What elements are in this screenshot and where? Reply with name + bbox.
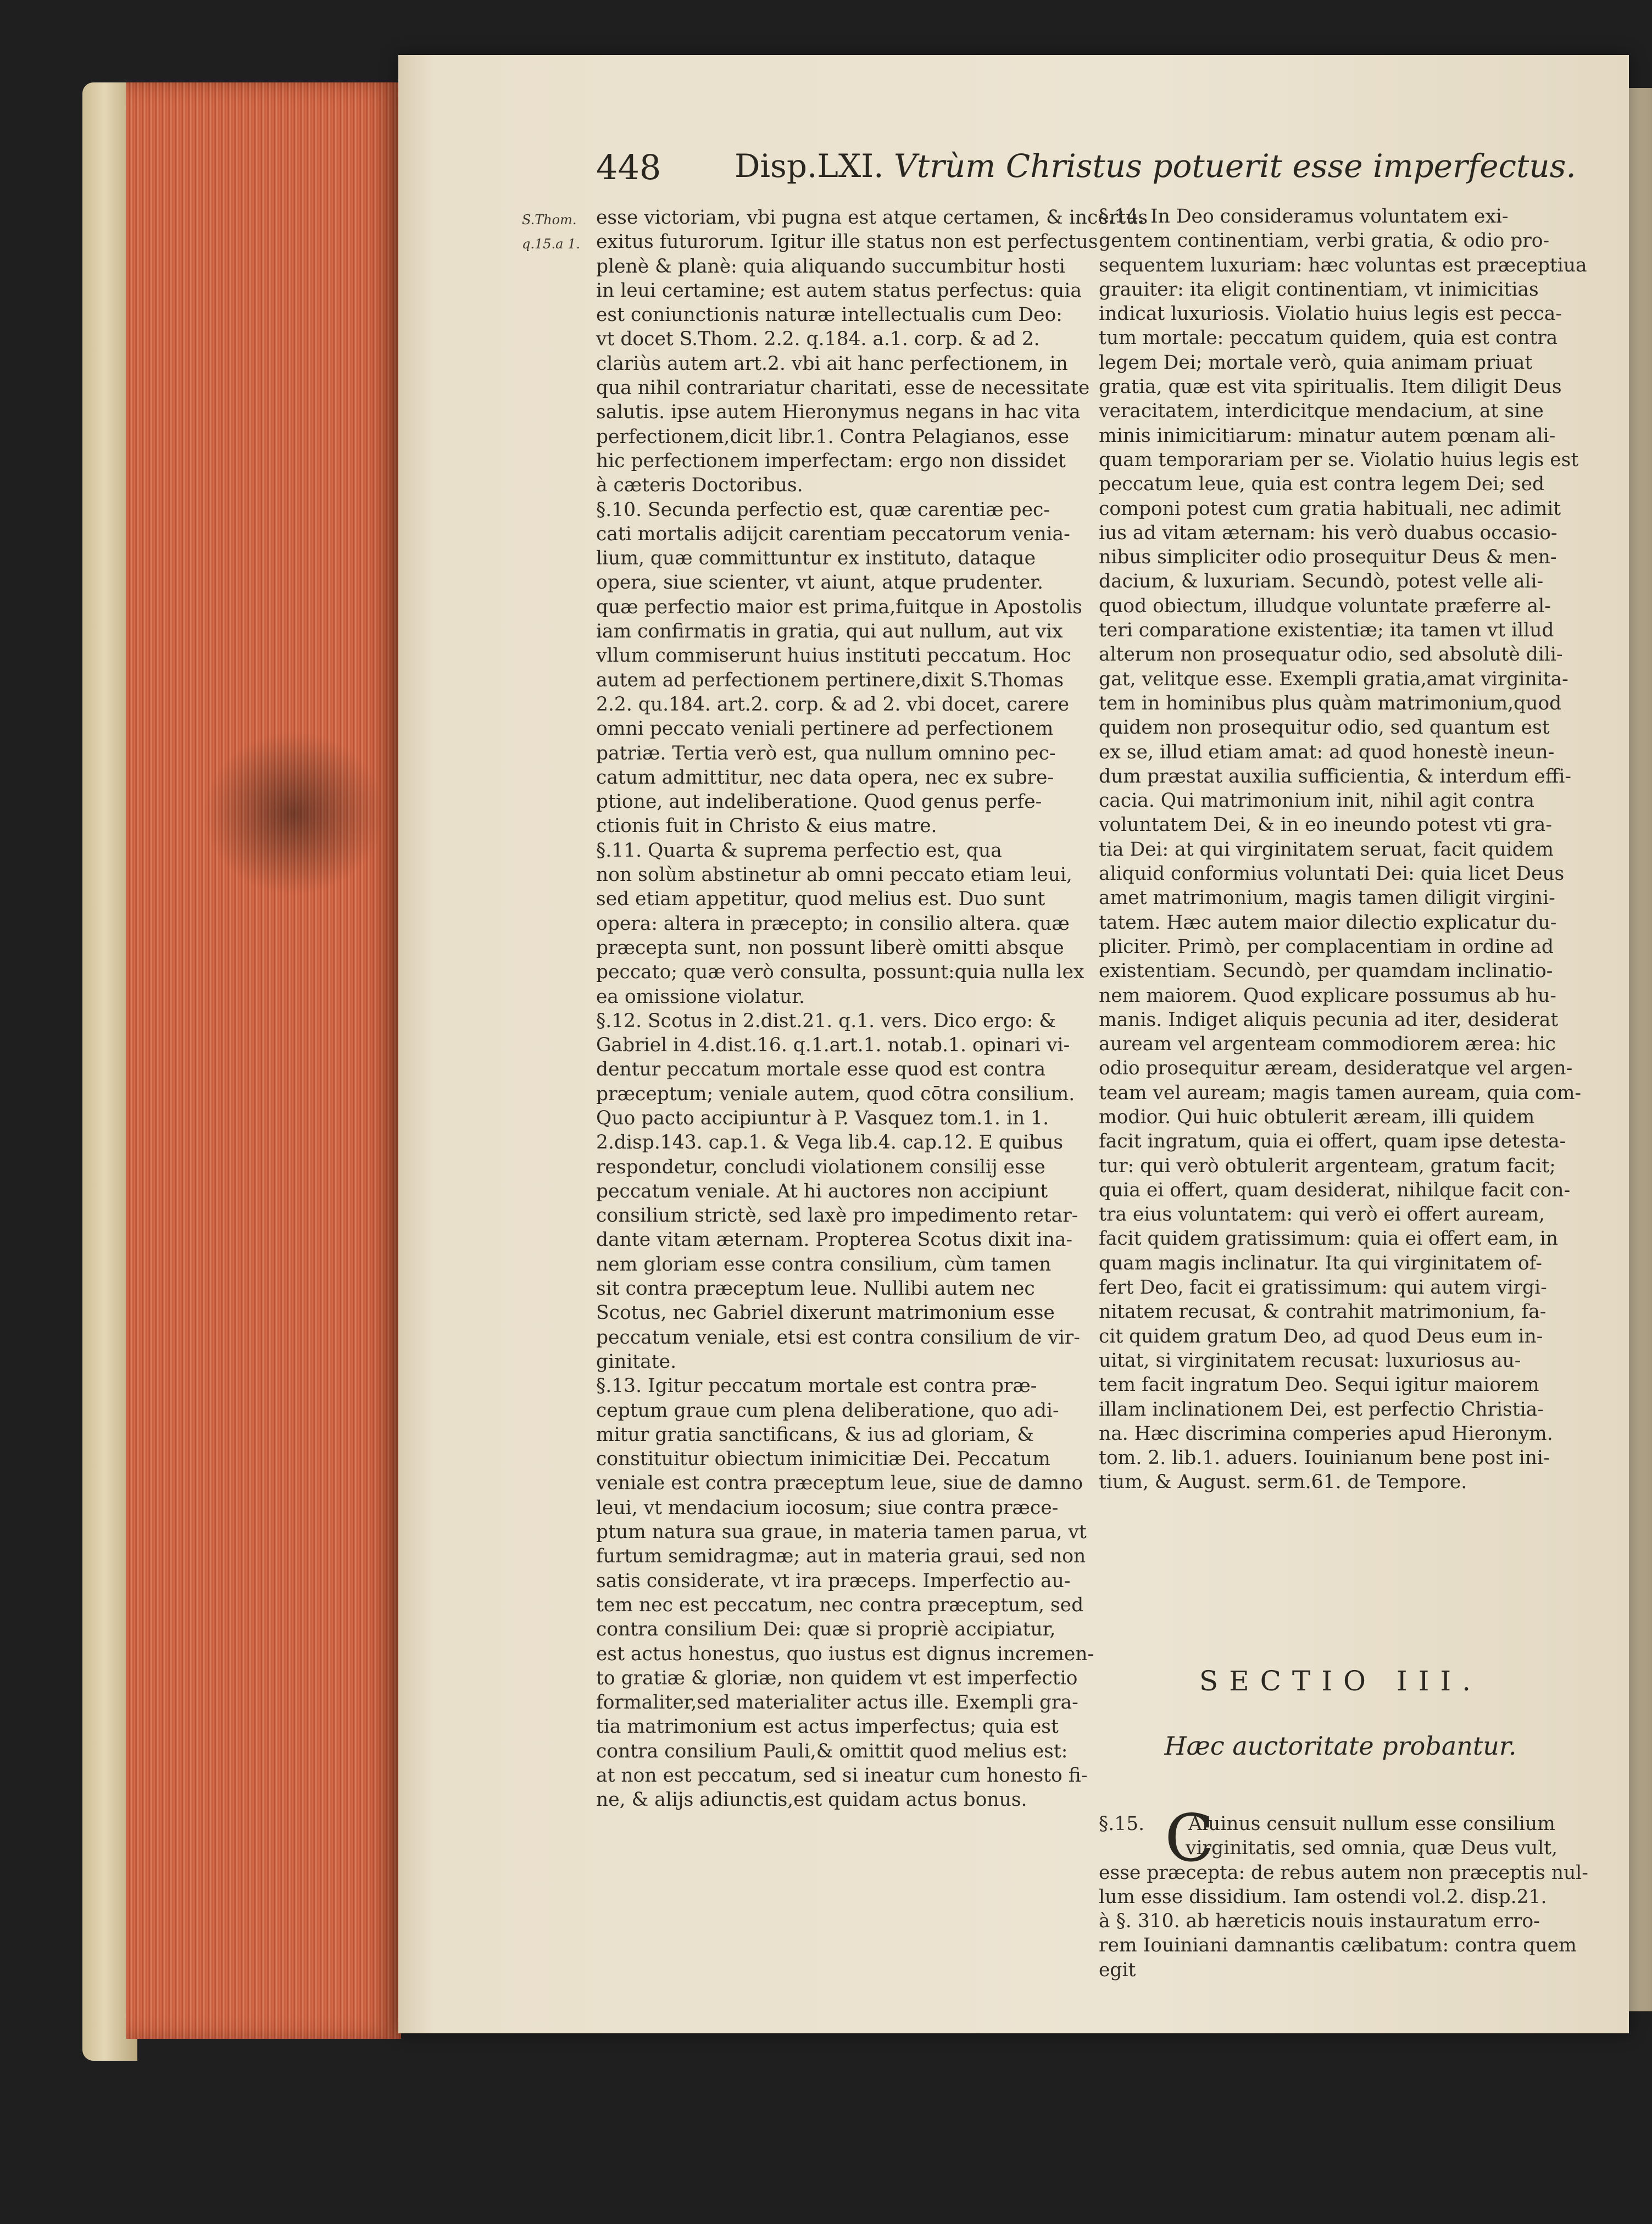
- text-line: Scotus, nec Gabriel dixerunt matrimonium esse: [596, 1302, 1055, 1324]
- text-line: nem maiorem. Quod explicare possumus ab hu-: [1099, 984, 1556, 1007]
- text-line: existentiam. Secundò, per quamdam inclinatio-: [1099, 960, 1553, 983]
- text-line: esse præcepta: de rebus autem non præceptis nul-: [1099, 1861, 1588, 1884]
- first-line-text: Aluinus censuit nullum esse consilium: [1188, 1813, 1555, 1835]
- text-line: §.10. Secunda perfectio est, quæ carentiæ pec-: [596, 498, 1050, 521]
- text-line: præcepta sunt, non possunt liberè omitti absque: [596, 936, 1064, 959]
- ink-stain: [203, 731, 385, 896]
- text-line: non solùm abstinetur ab omni peccato etiam leui,: [596, 864, 1072, 886]
- text-line: facit quidem gratissimum: quia ei offert eam, in: [1099, 1228, 1558, 1250]
- text-line: tem nec est peccatum, nec contra præceptum, sed: [596, 1594, 1084, 1616]
- text-line: satis considerate, vt ira præceps. Imperfectio au-: [596, 1569, 1071, 1592]
- text-line: to gratiæ & gloriæ, non quidem vt est imperfectio: [596, 1667, 1078, 1689]
- text-line: peccatum veniale. At hi auctores non accipiunt: [596, 1180, 1048, 1202]
- text-line: ptum natura sua graue, in materia tamen parua, vt: [596, 1521, 1087, 1544]
- text-line: team vel auream; magis tamen auream, quia com-: [1099, 1082, 1582, 1104]
- text-line: facit ingratum, quia ei offert, quam ipse detesta-: [1099, 1130, 1566, 1153]
- text-line: catum admittitur, nec data opera, nec ex subre-: [596, 766, 1054, 789]
- text-line: tur: qui verò obtulerit argenteam, gratum facit;: [1099, 1155, 1556, 1177]
- text-line: ginitate.: [596, 1350, 677, 1373]
- text-line: §.11. Quarta & suprema perfectio est, qua: [596, 839, 1002, 862]
- text-line: à cæteris Doctoribus.: [596, 474, 803, 497]
- text-line: mitur gratia sanctificans, & ius ad gloriam, &: [596, 1423, 1034, 1446]
- text-line: quæ perfectio maior est prima,fuitque in Apostolis: [596, 596, 1082, 618]
- text-line: odio prosequitur æream, desideratque vel argen-: [1099, 1057, 1573, 1080]
- text-line: tra eius voluntatem: qui verò ei offert auream,: [1099, 1203, 1545, 1226]
- title-text: Vtrùm Christus potuerit esse imperfectus.: [893, 147, 1576, 185]
- text-line: contra consilium Dei: quæ si propriè accipiatur,: [596, 1618, 1056, 1641]
- text-line: respondetur, concludi violationem consilij esse: [596, 1156, 1045, 1178]
- text-line: vt docet S.Thom. 2.2. q.184. a.1. corp. & ad 2.: [596, 328, 1040, 351]
- text-line: leui, vt mendacium iocosum; siue contra præce-: [596, 1496, 1059, 1519]
- text-line: tem in hominibus plus quàm matrimonium,quod: [1099, 692, 1562, 714]
- page-header: [596, 147, 1576, 202]
- text-line: ne, & alijs adiunctis,est quidam actus bonus.: [596, 1789, 1027, 1811]
- text-line: amet matrimonium, magis tamen diligit virgini-: [1099, 887, 1555, 909]
- text-line: iam confirmatis in gratia, qui aut nullum, aut vix: [596, 620, 1063, 643]
- drop-cap: C: [1165, 1800, 1215, 1876]
- text-line: ius ad vitam æternam: his verò duabus occasio-: [1099, 522, 1558, 544]
- text-line: cacia. Qui matrimonium init, nihil agit contra: [1099, 790, 1534, 812]
- text-line: quam magis inclinatur. Ita qui virginitatem of-: [1099, 1252, 1542, 1274]
- text-line: sed etiam appetitur, quod melius est. Duo sunt: [596, 888, 1045, 911]
- text-line: esse victoriam, vbi pugna est atque certamen, & incertus: [596, 207, 1148, 229]
- text-line: virginitatis, sed omnia, quæ Deus vult,: [1186, 1837, 1558, 1860]
- text-line: grauiter: ita eligit continentiam, vt inimicitias: [1099, 278, 1539, 301]
- text-line: ex se, illud etiam amat: ad quod honestè ineun-: [1099, 741, 1555, 763]
- section-subtitle: Hæc auctoritate probantur.: [1164, 1731, 1517, 1761]
- marginal-note-line: q.15.a 1.: [522, 236, 580, 252]
- text-line: modior. Qui huic obtulerit æream, illi quidem: [1099, 1106, 1535, 1128]
- text-line: aliquid conformius voluntati Dei: quia licet Deus: [1099, 863, 1565, 885]
- text-line: uitat, si virginitatem recusat: luxuriosus au-: [1099, 1349, 1521, 1372]
- text-line: lium, quæ committuntur ex instituto, dataque: [596, 547, 1036, 570]
- text-line: peccatum veniale, etsi est contra consilium de vir-: [596, 1326, 1080, 1349]
- text-line: qua nihil contrariatur charitati, esse de necessitate: [596, 377, 1090, 400]
- text-line: dentur peccatum mortale esse quod est contra: [596, 1058, 1046, 1081]
- text-line: tum mortale: peccatum quidem, quia est contra: [1099, 327, 1558, 350]
- text-line: salutis. ipse autem Hieronymus negans in hac vita: [596, 401, 1081, 424]
- text-line: gat, velitque esse. Exempli gratia,amat virginita-: [1099, 668, 1568, 690]
- paragraph-label: §.15.: [1099, 1813, 1145, 1835]
- text-line: præceptum; veniale autem, quod cōtra consilium.: [596, 1083, 1075, 1105]
- text-line: quia ei offert, quam desiderat, nihilque facit con-: [1099, 1179, 1571, 1201]
- text-line: Quo pacto accipiuntur à P. Vasquez tom.1. in 1.: [596, 1107, 1049, 1129]
- text-line: legem Dei; mortale verò, quia animam priuat: [1099, 351, 1533, 374]
- text-line: sit contra præceptum leue. Nullibi autem nec: [596, 1278, 1035, 1300]
- text-line: na. Hæc discrimina comperies apud Hieronym.: [1099, 1422, 1553, 1445]
- running-title: [735, 147, 1576, 185]
- text-line: cit quidem gratum Deo, ad quod Deus eum in-: [1099, 1325, 1543, 1347]
- text-line: perfectionem,dicit libr.1. Contra Pelagianos, esse: [596, 425, 1070, 448]
- text-line: teri comparatione existentiæ; ita tamen vt illud: [1099, 619, 1554, 642]
- text-line: veniale est contra præceptum leue, siue de damno: [596, 1472, 1083, 1495]
- text-line: nitatem recusat, & contrahit matrimonium, fa-: [1099, 1301, 1547, 1323]
- text-line: peccato; quæ verò consulta, possunt:quia nulla lex: [596, 961, 1084, 984]
- text-line: nibus simpliciter odio prosequitur Deus & men-: [1099, 546, 1557, 569]
- text-line: tom. 2. lib.1. aduers. Iouinianum bene post ini-: [1099, 1447, 1550, 1469]
- text-line: at non est peccatum, sed si ineatur cum honesto fi-: [596, 1765, 1088, 1787]
- text-line: dacium, & luxuriam. Secundò, potest velle ali-: [1099, 570, 1544, 593]
- disputation-label: Disp.LXI.: [735, 147, 884, 185]
- text-line: alterum non prosequatur odio, sed absolutè dili-: [1099, 644, 1563, 666]
- text-line: indicat luxuriosis. Violatio huius legis est pecca-: [1099, 303, 1562, 325]
- text-line: tia Dei: at qui virginitatem seruat, facit quidem: [1099, 838, 1554, 861]
- text-line: rem Iouiniani damnantis cælibatum: contra quem: [1099, 1934, 1577, 1957]
- text-line: hic perfectionem imperfectam: ergo non dissidet: [596, 450, 1066, 472]
- text-line: nem gloriam esse contra consilium, cùm tamen: [596, 1253, 1052, 1275]
- text-line: constituitur obiectum inimicitiæ Dei. Peccatum: [596, 1448, 1050, 1471]
- text-line: ptione, aut indeliberatione. Quod genus perfe-: [596, 791, 1042, 813]
- text-line: fert Deo, facit ei gratissimum: qui autem virgi-: [1099, 1277, 1547, 1299]
- text-line: dante vitam æternam. Propterea Scotus dixit ina-: [596, 1229, 1073, 1251]
- section-heading: SECTIO III.: [1199, 1665, 1482, 1697]
- text-line: est actus honestus, quo iustus est dignus incremen-: [596, 1643, 1094, 1665]
- text-line: ea omissione violatur.: [596, 985, 805, 1008]
- text-line: autem ad perfectionem pertinere,dixit S.Thomas: [596, 669, 1064, 691]
- text-line: opera: altera in præcepto; in consilio altera. quæ: [596, 912, 1070, 935]
- text-line: ctionis fuit in Christo & eius matre.: [596, 815, 937, 838]
- marginal-note: [522, 208, 593, 256]
- text-line: egit: [1099, 1959, 1136, 1981]
- text-line: contra consilium Pauli,& omittit quod melius est:: [596, 1740, 1068, 1762]
- text-line: illam inclinationem Dei, est perfectio Christia-: [1099, 1398, 1544, 1421]
- text-line: 2.disp.143. cap.1. & Vega lib.4. cap.12. E quibus: [596, 1132, 1064, 1154]
- text-line: tatem. Hæc autem maior dilectio explicatur du-: [1099, 911, 1557, 934]
- text-line: 2.2. qu.184. art.2. corp. & ad 2. vbi docet, carere: [596, 693, 1070, 716]
- text-line: ceptum graue cum plena deliberatione, quo adi-: [596, 1399, 1059, 1422]
- text-line: tia matrimonium est actus imperfectus; quia est: [596, 1716, 1059, 1738]
- text-line: auream vel argenteam commodiorem ærea: hic: [1099, 1033, 1556, 1056]
- text-line: consilium strictè, sed laxè pro impedimento retar-: [596, 1205, 1078, 1227]
- text-line: exitus futurorum. Igitur ille status non est perfectus: [596, 231, 1098, 253]
- text-line: gentem continentiam, verbi gratia, & odio pro-: [1099, 230, 1550, 252]
- text-line: Gabriel in 4.dist.16. q.1.art.1. notab.1. opinari vi-: [596, 1034, 1070, 1057]
- text-line: dum præstat auxilia sufficientia, & interdum effi-: [1099, 765, 1572, 787]
- page-number: 448: [596, 147, 661, 187]
- text-line: minis inimicitiarum: minatur autem pœnam ali-: [1099, 424, 1556, 447]
- text-line: à §. 310. ab hæreticis nouis instauratum erro-: [1099, 1910, 1540, 1933]
- text-line: gratia, quæ est vita spiritualis. Item diligit Deus: [1099, 376, 1562, 398]
- text-line: voluntatem Dei, & in eo ineundo potest vti gra-: [1099, 814, 1552, 836]
- text-line: clariùs autem art.2. vbi ait hanc perfectionem, in: [596, 352, 1068, 375]
- text-line: patriæ. Tertia verò est, qua nullum omnino pec-: [596, 742, 1056, 764]
- text-line: formaliter,sed materialiter actus ille. Exempli gra-: [596, 1691, 1078, 1714]
- left-column: [596, 206, 1148, 1812]
- text-line: opera, siue scienter, vt aiunt, atque prudenter.: [596, 572, 1043, 594]
- text-line: §.12. Scotus in 2.dist.21. q.1. vers. Dico ergo: &: [596, 1010, 1056, 1032]
- text-line: tem facit ingratum Deo. Sequi igitur maiorem: [1099, 1374, 1539, 1396]
- text-line: sequentem luxuriam: hæc voluntas est præceptiua: [1099, 254, 1587, 276]
- text-line: pliciter. Primò, per complacentiam in ordine ad: [1099, 935, 1554, 958]
- text-line: lum esse dissidium. Iam ostendi vol.2. disp.21.: [1099, 1885, 1547, 1908]
- text-line: peccatum leue, quia est contra legem Dei; sed: [1099, 473, 1545, 496]
- text-line: manis. Indiget aliquis pecunia ad iter, desiderat: [1099, 1008, 1559, 1031]
- text-line: quod obiectum, illudque voluntate præferre al-: [1099, 595, 1551, 617]
- text-line: vllum commiserunt huius instituti peccatum. Hoc: [596, 645, 1071, 667]
- text-line: §.14. In Deo consideramus voluntatem exi-: [1099, 206, 1509, 228]
- text-line: quam temporariam per se. Violatio huius legis est: [1099, 448, 1579, 471]
- marginal-note-line: S.Thom.: [522, 212, 577, 228]
- text-line: §.13. Igitur peccatum mortale est contra præ-: [596, 1375, 1037, 1397]
- right-column: [1099, 204, 1587, 1495]
- text-line: componi potest cum gratia habituali, nec adimit: [1099, 497, 1561, 520]
- text-line: est coniunctionis naturæ intellectualis cum Deo:: [596, 304, 1063, 326]
- text-line: quidem non prosequitur odio, sed quantum est: [1099, 717, 1550, 739]
- page-edges-red: [126, 82, 401, 2039]
- text-line: cati mortalis adijcit carentiam peccatorum venia-: [596, 523, 1070, 545]
- text-line: tium, & August. serm.61. de Tempore.: [1099, 1471, 1467, 1494]
- text-line: furtum semidragmæ; aut in materia graui, sed non: [596, 1545, 1086, 1568]
- text-line: veracitatem, interdicitque mendacium, at sine: [1099, 400, 1544, 423]
- text-line: omni peccato veniali pertinere ad perfectionem: [596, 718, 1054, 740]
- text-line: in leui certamine; est autem status perfectus: quia: [596, 279, 1082, 302]
- text-line: plenè & planè: quia aliquando succumbitur hosti: [596, 255, 1065, 278]
